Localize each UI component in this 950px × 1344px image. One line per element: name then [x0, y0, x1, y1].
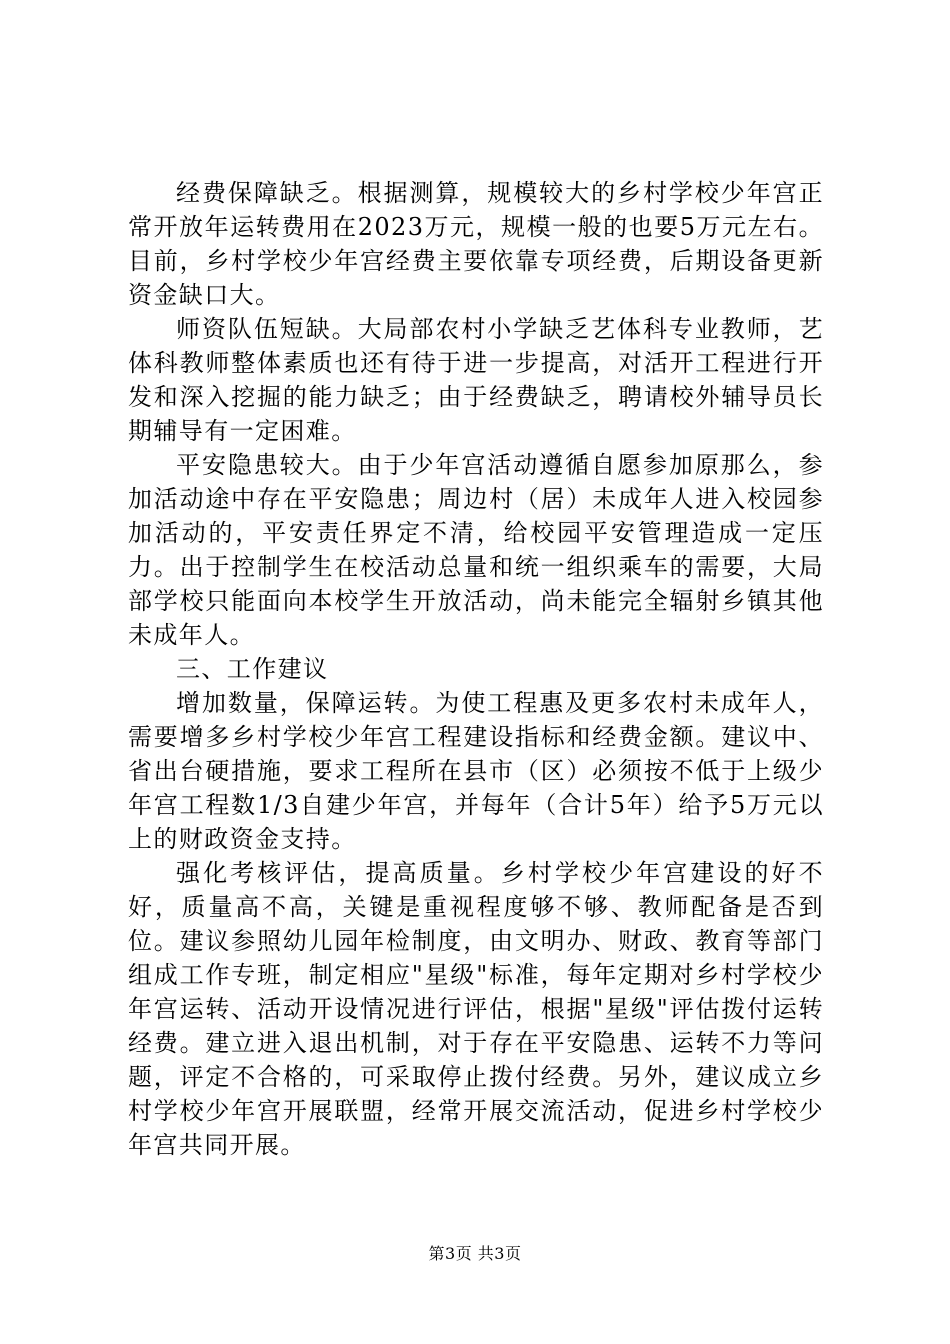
document-body [128, 176, 824, 1162]
paragraph-funding: 经费保障缺乏。根据测算，规模较大的乡村学校少年宫正常开放年运转费用在2023万元，规模一般的也要5万元左右。目前，乡村学校少年宫经费主要依靠专项经费，后期设备更新资金缺口大。 [128, 179, 824, 309]
paragraph-teachers: 师资队伍短缺。大局部农村小学缺乏艺体科专业教师，艺体科教师整体素质也还有待于进一步提高，对活开工程进行开发和深入挖掘的能力缺乏；由于经费缺乏，聘请校外辅导员长期辅导有一定困难。 [128, 315, 824, 445]
page-footer: 第3页 共3页 [428, 1244, 522, 1263]
paragraph-suggestion-quality: 强化考核评估，提高质量。乡村学校少年宫建设的好不好，质量高不高，关键是重视程度够不够、教师配备是否到位。建议参照幼儿园年检制度，由文明办、财政、教育等部门组成工作专班，制定相应"星级"标准，每年定期对乡村学校少年宫运转、活动开设情况进行评估，根据"星级"评估拨付运转经费。建立进入退出机制，对于存在平安隐患、运转不力等问题，评定不合格的，可采取停止拨付经费。另外，建议成立乡村学校少年宫开展联盟，经常开展交流活动，促进乡村学校少年宫共同开展。 [128, 859, 824, 1159]
paragraph-suggestion-quantity: 增加数量，保障运转。为使工程惠及更多农村未成年人，需要增多乡村学校少年宫工程建设指标和经费金额。建议中、省出台硬措施，要求工程所在县市（区）必须按不低于上级少年宫工程数1/3自建少年宫，并每年（合计5年）给予5万元以上的财政资金支持。 [128, 689, 824, 853]
section-heading: 三、工作建议 [176, 655, 329, 683]
paragraph-safety: 平安隐患较大。由于少年宫活动遵循自愿参加原那么，参加活动途中存在平安隐患；周边村（居）未成年人进入校园参加活动的，平安责任界定不清，给校园平安管理造成一定压力。出于控制学生在校活动总量和统一组织乘车的需要，大局部学校只能面向本校学生开放活动，尚未能完全辐射乡镇其他未成年人。 [128, 451, 824, 649]
